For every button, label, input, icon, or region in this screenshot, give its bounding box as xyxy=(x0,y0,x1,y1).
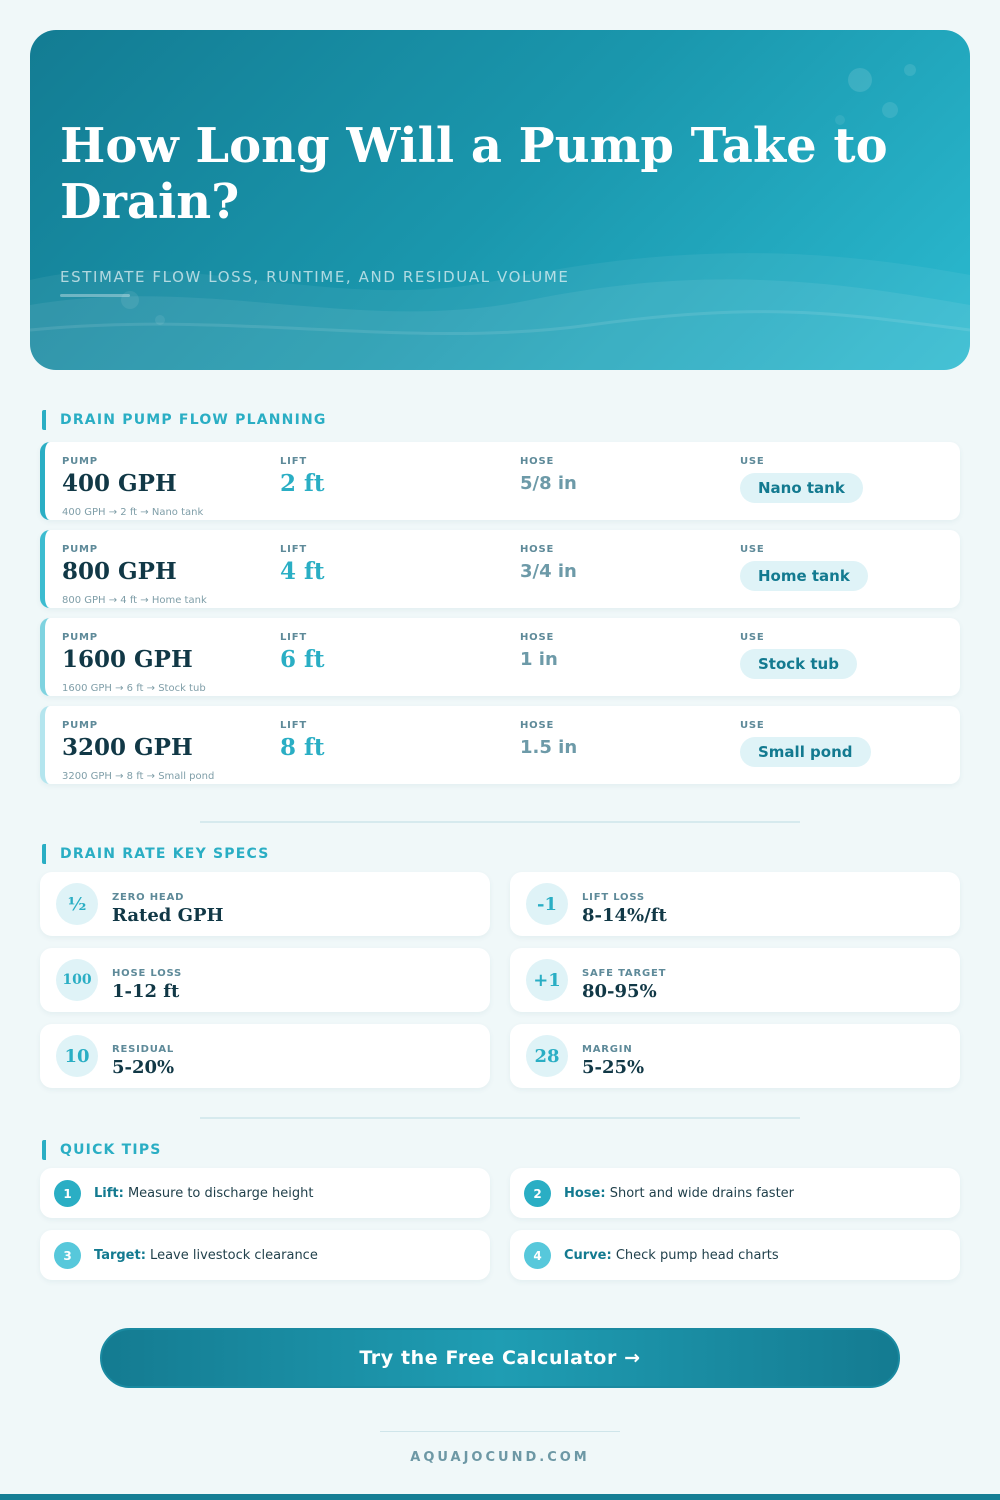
use-badge: Nano tank xyxy=(740,473,863,503)
section-heading-specs: DRAIN RATE KEY SPECS xyxy=(42,844,270,864)
page-title: How Long Will a Pump Take to Drain? xyxy=(60,118,888,230)
tip-text xyxy=(94,1186,313,1201)
spec-value: 8-14%/ft xyxy=(582,905,667,926)
use-label: USE xyxy=(740,632,765,643)
tip-text xyxy=(564,1248,779,1263)
lift-value: 2 ft xyxy=(280,470,325,497)
lift-column xyxy=(280,632,325,673)
spec-badge: 100 xyxy=(56,959,98,1001)
spec-value: Rated GPH xyxy=(112,905,224,926)
bottom-bar xyxy=(0,1494,1000,1500)
pump-value: 800 GPH xyxy=(62,558,177,585)
pump-value: 3200 GPH xyxy=(62,734,193,761)
tip-card-target xyxy=(40,1230,490,1280)
section-divider xyxy=(200,1117,800,1119)
spec-label: HOSE LOSS xyxy=(112,968,183,979)
tip-body: Check pump head charts xyxy=(611,1248,779,1263)
subtitle-underline xyxy=(60,294,130,297)
hero-banner xyxy=(30,30,970,370)
use-column xyxy=(740,456,863,503)
tip-key: Lift: xyxy=(94,1186,124,1201)
tip-key: Curve: xyxy=(564,1248,612,1263)
lift-value: 4 ft xyxy=(280,558,325,585)
tip-key: Hose: xyxy=(564,1186,606,1201)
use-badge: Stock tub xyxy=(740,649,857,679)
spec-label: SAFE TARGET xyxy=(582,968,667,979)
tip-body: Short and wide drains faster xyxy=(605,1186,795,1201)
spec-card-margin xyxy=(510,1024,960,1088)
tip-text xyxy=(564,1186,794,1201)
tip-card-hose xyxy=(510,1168,960,1218)
tip-number-badge: 2 xyxy=(524,1180,551,1207)
hose-label: HOSE xyxy=(520,544,555,555)
hose-value: 1 in xyxy=(520,649,558,670)
use-label: USE xyxy=(740,456,765,467)
section-divider xyxy=(200,821,800,823)
pump-label: PUMP xyxy=(62,456,98,467)
use-label: USE xyxy=(740,720,765,731)
row-caption: 800 GPH → 4 ft → Home tank xyxy=(62,595,207,606)
tip-text xyxy=(94,1248,318,1263)
pump-column xyxy=(62,632,193,673)
spec-card-lift-loss xyxy=(510,872,960,936)
row-caption: 1600 GPH → 6 ft → Stock tub xyxy=(62,683,206,694)
use-label: USE xyxy=(740,544,765,555)
spec-badge: 10 xyxy=(56,1035,98,1077)
section-heading-tips: QUICK TIPS xyxy=(42,1140,162,1160)
hose-label: HOSE xyxy=(520,720,555,731)
pump-label: PUMP xyxy=(62,632,98,643)
hose-value: 5/8 in xyxy=(520,473,577,494)
use-column xyxy=(740,720,871,767)
lift-label: LIFT xyxy=(280,456,307,467)
table-row xyxy=(40,618,960,696)
tip-card-curve xyxy=(510,1230,960,1280)
lift-column xyxy=(280,720,325,761)
lift-label: LIFT xyxy=(280,544,307,555)
use-column xyxy=(740,544,868,591)
use-column xyxy=(740,632,857,679)
tip-number-badge: 3 xyxy=(54,1242,81,1269)
spec-badge: +1 xyxy=(526,959,568,1001)
lift-label: LIFT xyxy=(280,720,307,731)
tip-number-badge: 1 xyxy=(54,1180,81,1207)
spec-badge: ½ xyxy=(56,883,98,925)
lift-value: 8 ft xyxy=(280,734,325,761)
footer-site-link[interactable]: AQUAJOCUND.COM xyxy=(410,1450,590,1465)
hose-column xyxy=(520,720,577,758)
spec-value: 5-25% xyxy=(582,1057,645,1078)
hose-column xyxy=(520,632,558,670)
row-caption: 3200 GPH → 8 ft → Small pond xyxy=(62,771,215,782)
tip-card-lift xyxy=(40,1168,490,1218)
table-row xyxy=(40,442,960,520)
pump-column xyxy=(62,456,177,497)
tip-body: Measure to discharge height xyxy=(123,1186,314,1201)
spec-badge: 28 xyxy=(526,1035,568,1077)
spec-card-zero-head xyxy=(40,872,490,936)
spec-label: ZERO HEAD xyxy=(112,892,185,903)
pump-label: PUMP xyxy=(62,544,98,555)
tip-key: Target: xyxy=(94,1248,146,1263)
row-caption: 400 GPH → 2 ft → Nano tank xyxy=(62,507,204,518)
hose-column xyxy=(520,456,577,494)
spec-value: 5-20% xyxy=(112,1057,175,1078)
spec-card-residual xyxy=(40,1024,490,1088)
lift-value: 6 ft xyxy=(280,646,325,673)
tip-body: Leave livestock clearance xyxy=(145,1248,318,1263)
spec-badge: -1 xyxy=(526,883,568,925)
lift-column xyxy=(280,544,325,585)
footer-divider xyxy=(380,1431,620,1432)
spec-label: MARGIN xyxy=(582,1044,633,1055)
pump-column xyxy=(62,720,193,761)
pump-value: 400 GPH xyxy=(62,470,177,497)
hose-label: HOSE xyxy=(520,456,555,467)
try-calculator-button[interactable]: Try the Free Calculator → xyxy=(100,1328,900,1388)
spec-value: 80-95% xyxy=(582,981,657,1002)
pump-value: 1600 GPH xyxy=(62,646,193,673)
section-heading-flow: DRAIN PUMP FLOW PLANNING xyxy=(42,410,327,430)
table-row xyxy=(40,530,960,608)
use-badge: Home tank xyxy=(740,561,868,591)
page-subtitle: ESTIMATE FLOW LOSS, RUNTIME, AND RESIDUAL VOLUME xyxy=(60,268,570,286)
hose-column xyxy=(520,544,577,582)
tip-number-badge: 4 xyxy=(524,1242,551,1269)
spec-card-safe-target xyxy=(510,948,960,1012)
hose-value: 1.5 in xyxy=(520,737,578,758)
lift-label: LIFT xyxy=(280,632,307,643)
lift-column xyxy=(280,456,325,497)
pump-column xyxy=(62,544,177,585)
spec-value: 1-12 ft xyxy=(112,981,180,1002)
spec-label: LIFT LOSS xyxy=(582,892,645,903)
spec-label: RESIDUAL xyxy=(112,1044,175,1055)
spec-card-hose-loss xyxy=(40,948,490,1012)
table-row xyxy=(40,706,960,784)
pump-label: PUMP xyxy=(62,720,98,731)
hose-label: HOSE xyxy=(520,632,555,643)
use-badge: Small pond xyxy=(740,737,871,767)
hose-value: 3/4 in xyxy=(520,561,577,582)
